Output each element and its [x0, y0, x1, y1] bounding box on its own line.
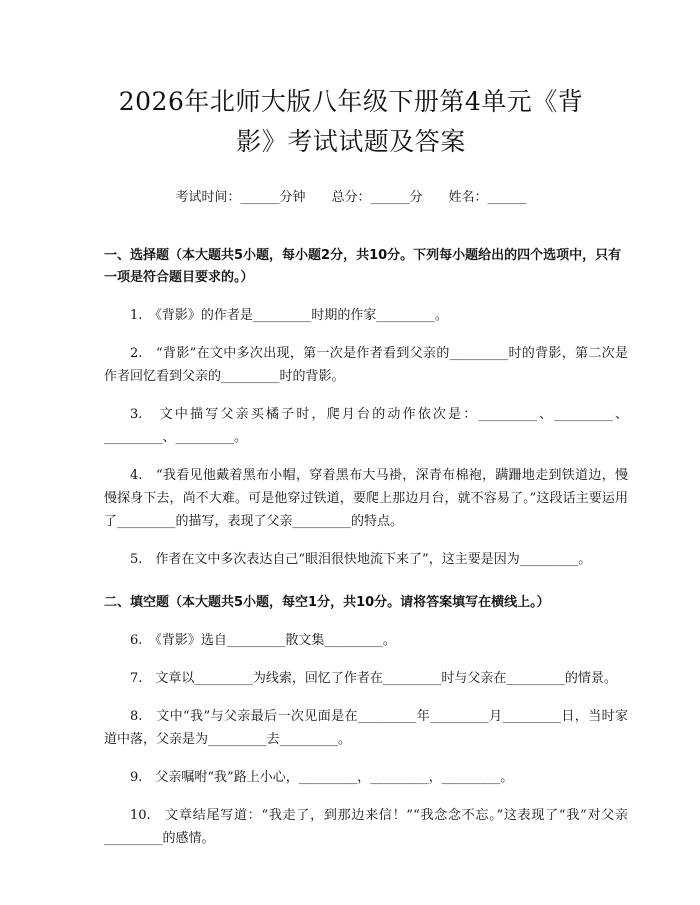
question-9: 9. 父亲嘱咐“我”路上小心，_________，_________，_________。: [130, 770, 514, 785]
question-4: 4. “我看见他戴着黑布小帽，穿着黑布大马褂，深青布棉袍，蹒跚地走到铁道边，慢慢探身下去，尚不大难。可是他穿过铁道，要爬上那边月台，就不容易了。”这段话主要运用了_________的描写，表现了父亲_________的特点。: [104, 468, 628, 529]
exam-info: [74, 186, 628, 205]
question-7: 7. 文章以_________为线索，回忆了作者在_________时与父亲在_________的情景。: [130, 671, 617, 686]
page-title: [74, 0, 628, 162]
title-line-2: 影》考试试题及答案: [236, 127, 466, 156]
question-2: 2. “背影”在文中多次出现，第一次是作者看到父亲的_________时的背影，第二次是作者回忆看到父亲的_________时的背影。: [104, 346, 628, 384]
question-1: 1. 《背影》的作者是_________时期的作家_________。: [130, 308, 448, 323]
student-name: 姓名：______: [448, 190, 527, 205]
question-5: 5. 作者在文中多次表达自己“眼泪很快地流下来了”，这主要是因为_________。: [130, 552, 592, 567]
question-8: 8. 文中“我”与父亲最后一次见面是在_________年_________月_________日，当时家道中落，父亲是为_________去_________。: [104, 709, 628, 747]
question-3: 3. 文中描写父亲买橘子时，爬月台的动作依次是：_________、_________、_________、_________。: [104, 407, 628, 445]
question-10: 10. 文章结尾写道：“我走了，到那边来信！”“我念念不忘。”这表现了“我”对父亲_________的感情。: [104, 808, 628, 846]
section-heading-choice: 一、选择题（本大题共5小题，每小题2分，共10分。下列每小题给出的四个选项中，只有一项是符合题目要求的。）: [104, 248, 622, 285]
question-6: 6. 《背影》选自_________散文集_________。: [130, 633, 396, 648]
title-line-1: 2026年北师大版八年级下册第4单元《背: [118, 87, 584, 116]
total-score: 总分：______分: [331, 190, 423, 205]
exam-time: 考试时间：______分钟: [175, 190, 306, 205]
section-heading-fill: 二、填空题（本大题共5小题，每空1分，共10分。请将答案填写在横线上。）: [104, 595, 550, 610]
